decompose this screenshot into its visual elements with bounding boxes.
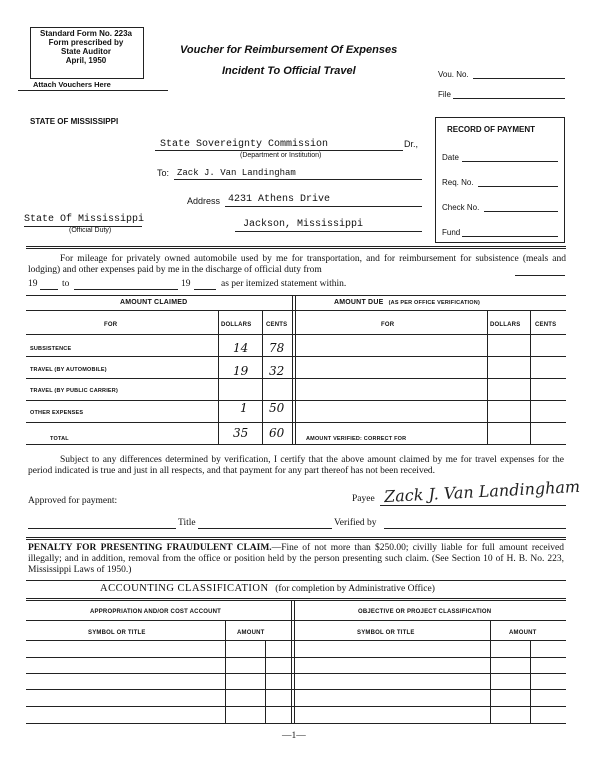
form-date: April, 1950 <box>65 56 107 65</box>
payee-signature: Zack J. Van Landingham <box>383 476 581 507</box>
due-header-note: (AS PER OFFICE VERIFICATION) <box>388 300 480 306</box>
row-dollars-subsistence: 14 <box>233 341 249 355</box>
row-label-other: OTHER EXPENSES <box>30 410 84 416</box>
record-date-field[interactable] <box>462 161 558 162</box>
acct-title-rule <box>26 620 566 621</box>
due-header <box>334 299 480 306</box>
file-field[interactable] <box>453 98 565 99</box>
table-col-header-rule <box>26 334 566 335</box>
from-date-field[interactable] <box>515 275 565 276</box>
department-value: State Sovereignty Commission <box>160 139 329 150</box>
accounting-top-rule <box>26 580 566 581</box>
vline-dollars-right <box>487 310 488 444</box>
city-field[interactable] <box>235 231 422 232</box>
department-caption: (Department or Institution) <box>240 152 322 159</box>
title-line-1: Voucher for Reimbursement Of Expenses <box>180 44 398 56</box>
title-line-2: Incident To Official Travel <box>222 65 356 77</box>
vline-cents-left <box>262 310 263 444</box>
record-date-label: Date <box>442 153 459 162</box>
claimed-header: AMOUNT CLAIMED <box>120 299 188 306</box>
penalty-text <box>28 543 564 576</box>
row-dollars-auto: 19 <box>233 364 249 378</box>
col-for-right: FOR <box>381 322 395 328</box>
certify-body: Subject to any differences determined by verification, I certify that the above amount claimed by me for travel expenses for the period indicated is true and just in all respects, and that payment for any part thereof has not been received. <box>28 455 564 476</box>
record-req-field[interactable] <box>478 186 558 187</box>
row-dollars-other: 1 <box>240 401 248 415</box>
record-fund-field[interactable] <box>462 236 558 237</box>
year-1-label: 19 <box>28 279 38 289</box>
row-line-4 <box>26 422 566 423</box>
year-2-field[interactable] <box>194 289 216 290</box>
left-amount: AMOUNT <box>237 630 265 636</box>
to-word: to <box>62 279 70 289</box>
vou-label: Vou. No. <box>438 70 469 79</box>
acct-row-2 <box>26 657 566 658</box>
row-line-3 <box>26 400 566 401</box>
approver-field[interactable] <box>28 528 176 529</box>
acct-left-amount-line <box>225 620 226 724</box>
accounting-heading-row <box>100 583 435 594</box>
payee-label: Payee <box>352 494 375 504</box>
accounting-rule-3 <box>26 600 566 601</box>
table-bottom-rule <box>26 444 566 445</box>
col-dollars-left: DOLLARS <box>221 322 252 328</box>
attach-line <box>18 90 168 91</box>
accounting-rule-2 <box>26 598 566 599</box>
penalty-rule-1 <box>26 537 566 538</box>
duty-caption: (Official Duty) <box>69 227 112 234</box>
record-check-field[interactable] <box>484 211 558 212</box>
address-value: 4231 Athens Drive <box>228 194 331 205</box>
record-check-label: Check No. <box>442 203 480 212</box>
table-header-rule <box>26 310 566 311</box>
row-label-public: TRAVEL (BY PUBLIC CARRIER) <box>30 388 119 394</box>
title-field[interactable] <box>198 528 332 529</box>
to-label: To: <box>157 168 170 178</box>
row-line-2 <box>26 378 566 379</box>
acct-row-4 <box>26 689 566 690</box>
record-fund-label: Fund <box>442 228 461 237</box>
to-field[interactable] <box>174 179 422 180</box>
verified-note: AMOUNT VERIFIED: CORRECT FOR <box>306 436 407 442</box>
row-cents-auto: 32 <box>269 364 285 378</box>
right-symbol: SYMBOL OR TITLE <box>357 630 415 636</box>
statement-tail: as per itemized statement within. <box>221 279 347 289</box>
penalty-rule-2 <box>26 539 566 540</box>
form-id-inner <box>32 29 140 65</box>
row-label-subsistence: SUBSISTENCE <box>30 346 72 352</box>
rule-1 <box>26 246 566 247</box>
form-auditor: State Auditor <box>61 47 111 56</box>
row-label-auto: TRAVEL (BY AUTOMOBILE) <box>30 367 107 373</box>
row-label-total: TOTAL <box>50 436 69 442</box>
right-title: OBJECTIVE OR PROJECT CLASSIFICATION <box>358 609 492 615</box>
page-number: —1— <box>282 731 306 741</box>
due-header-text: AMOUNT DUE <box>334 299 384 306</box>
vline-cents-right <box>530 310 531 444</box>
col-for-left: FOR <box>104 322 118 328</box>
payee-field[interactable] <box>380 505 566 506</box>
record-heading: RECORD OF PAYMENT <box>447 125 536 134</box>
right-amount: AMOUNT <box>509 630 537 636</box>
certify-text <box>28 455 564 477</box>
vou-field[interactable] <box>473 78 565 79</box>
col-cents-left: CENTS <box>266 322 288 328</box>
record-req-label: Req. No. <box>442 178 474 187</box>
to-value: Zack J. Van Landingham <box>177 168 296 178</box>
file-label: File <box>438 90 451 99</box>
acct-left-amount-line-2 <box>265 640 266 724</box>
department-field[interactable] <box>155 150 403 151</box>
vline-dollars-left <box>218 310 219 444</box>
state-heading: STATE OF MISSISSIPPI <box>30 117 119 126</box>
row-dollars-total: 35 <box>233 426 249 440</box>
penalty-heading: PENALTY FOR PRESENTING FRAUDULENT CLAIM. <box>28 543 272 553</box>
title-label: Title <box>178 518 196 528</box>
attach-note: Attach Vouchers Here <box>33 80 111 89</box>
address-field[interactable] <box>225 206 422 207</box>
row-cents-other: 50 <box>269 401 285 415</box>
acct-row-1 <box>26 640 566 641</box>
acct-right-amount-line <box>490 620 491 724</box>
form-prescribed: Form prescribed by <box>48 38 124 47</box>
col-cents-right: CENTS <box>535 322 557 328</box>
mileage-text: For mileage for privately owned automobile used by me for transportation, and for reimbursement for subsistence (meals and lodging) and other expenses paid by me in the discharge of official duty from <box>28 254 566 275</box>
acct-row-6 <box>26 723 566 724</box>
row-cents-subsistence: 78 <box>269 341 285 355</box>
address-label: Address <box>187 196 221 206</box>
acct-row-5 <box>26 706 566 707</box>
form-number: Standard Form No. 223a <box>39 29 133 38</box>
accounting-heading: ACCOUNTING CLASSIFICATION <box>100 583 269 594</box>
city-value: Jackson, Mississippi <box>243 219 364 230</box>
row-line-1 <box>26 356 566 357</box>
acct-right-amount-line-2 <box>530 640 531 724</box>
left-title: APPROPRIATION AND/OR COST ACCOUNT <box>90 609 222 615</box>
verified-by-label: Verified by <box>334 518 377 528</box>
mileage-statement <box>28 254 566 276</box>
table-top-rule <box>26 295 566 296</box>
accounting-note: (for completion by Administrative Office) <box>275 584 435 594</box>
col-dollars-right: DOLLARS <box>490 322 521 328</box>
acct-row-3 <box>26 673 566 674</box>
year-2-label: 19 <box>181 279 191 289</box>
verified-field[interactable] <box>384 528 566 529</box>
rule-2 <box>26 248 566 249</box>
duty-value: State Of Mississippi <box>24 214 145 225</box>
period-line <box>28 279 38 289</box>
year-1-field[interactable] <box>40 289 58 290</box>
dr-label: Dr., <box>404 139 419 149</box>
row-cents-total: 60 <box>269 426 285 440</box>
penalty-body: —Fine of not more than $250.00; civilly liable for full amount received illegally; and in addition, removal from the office or position held by the person presenting such claim. (See Section 10 of H. B. No. 223, Mississippi Laws of 1950.) <box>28 543 564 575</box>
to-date-field[interactable] <box>74 289 178 290</box>
approved-label: Approved for payment: <box>28 496 118 506</box>
left-symbol: SYMBOL OR TITLE <box>88 630 146 636</box>
